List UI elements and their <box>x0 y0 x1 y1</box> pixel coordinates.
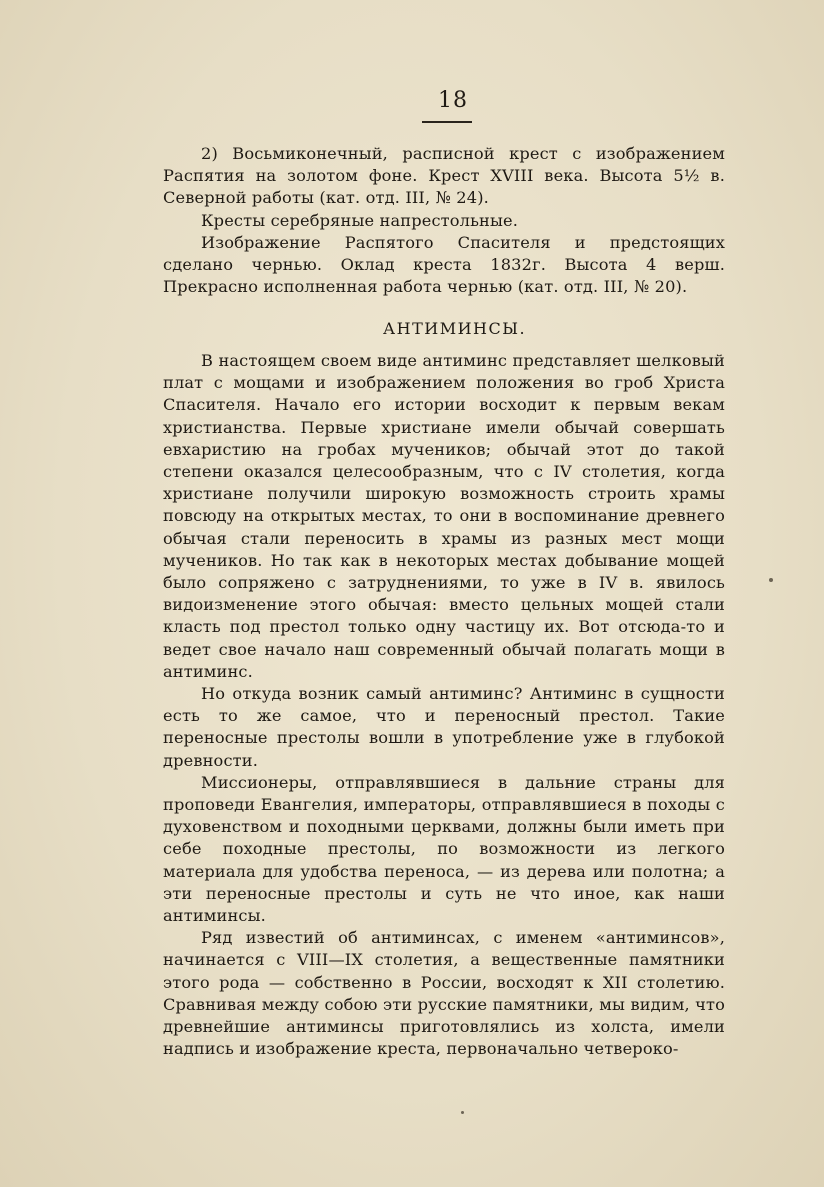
paragraph: Миссионеры, отправлявшиеся в дальние страны для проповеди Евангелия, императоры, отправлявшиеся в походы с духовенством и походными церквами, должны были иметь при себе походные престолы, по возможности из легкого материала для удобства переноса, — из дерева или полотна; а эти переносные престолы и суть не что иное, как наши антиминсы. <box>163 772 725 926</box>
paragraph: Но откуда возник самый антиминс? Антиминс в сущности есть то же самое, что и переносный престол. Такие переносные престолы вошли в употребление уже в глубокой древности. <box>163 684 725 770</box>
page-number-text: 18 <box>438 88 468 113</box>
paragraph: Изображение Распятого Спасителя и предстоящих сделано чернью. Оклад креста 1832г. Высота 4 верш. Прекрасно исполненная работа чернью (кат. отд. III, № 20). <box>163 232 725 297</box>
page-number-rule <box>422 121 472 123</box>
section-body <box>163 350 725 1061</box>
paragraph: Кресты серебряные напрестольные. <box>201 210 519 230</box>
paragraph: В настоящем своем виде антиминс представляет шелковый плат с мощами и изображением положения во гроб Христа Спасителя. Начало его истории восходит к первым векам христианства. Первые христиане имели обычай совершать евхаристию на гробах мучеников; обычай этот до такой степени оказался целесообразным, что с IV столетия, когда христиане получили широкую возможность строить храмы повсюду на открытых местах, то они в воспоминание древнего обычая стали переносить в храмы из разных мест мощи мучеников. Но так как в некоторых местах добывание мощей было сопряжено с затруднениями, то уже в IV в. явилось видоизменение этого обычая: вместо цельных мощей стали класть под престол только одну частицу их. Вот отсюда-то и ведет свое начало наш современный обычай полагать мощи в антиминс. <box>163 351 725 681</box>
paragraph: Ряд известий об антиминсах, с именем «антиминсов», начинается с VIII—IX столетия, а вещественные памятники этого рода — собственно в России, восходят к XII столетию. Сравнивая между собою эти русские памятники, мы видим, что древнейшие антиминсы приготовлялись из холста, имели надпись и изображение креста, первоначально четвероко- <box>163 928 725 1059</box>
paper-speck <box>461 1111 464 1114</box>
paper-speck <box>769 578 773 582</box>
paragraph: 2) Восьмиконечный, расписной крест с изображением Распятия на золотом фоне. Крест XVIII века. Высота 5½ в. Северной работы (кат. отд. III, № 24). <box>163 144 725 208</box>
section-heading: АНТИМИНСЫ. <box>383 319 527 338</box>
catalog-entries <box>163 143 725 298</box>
